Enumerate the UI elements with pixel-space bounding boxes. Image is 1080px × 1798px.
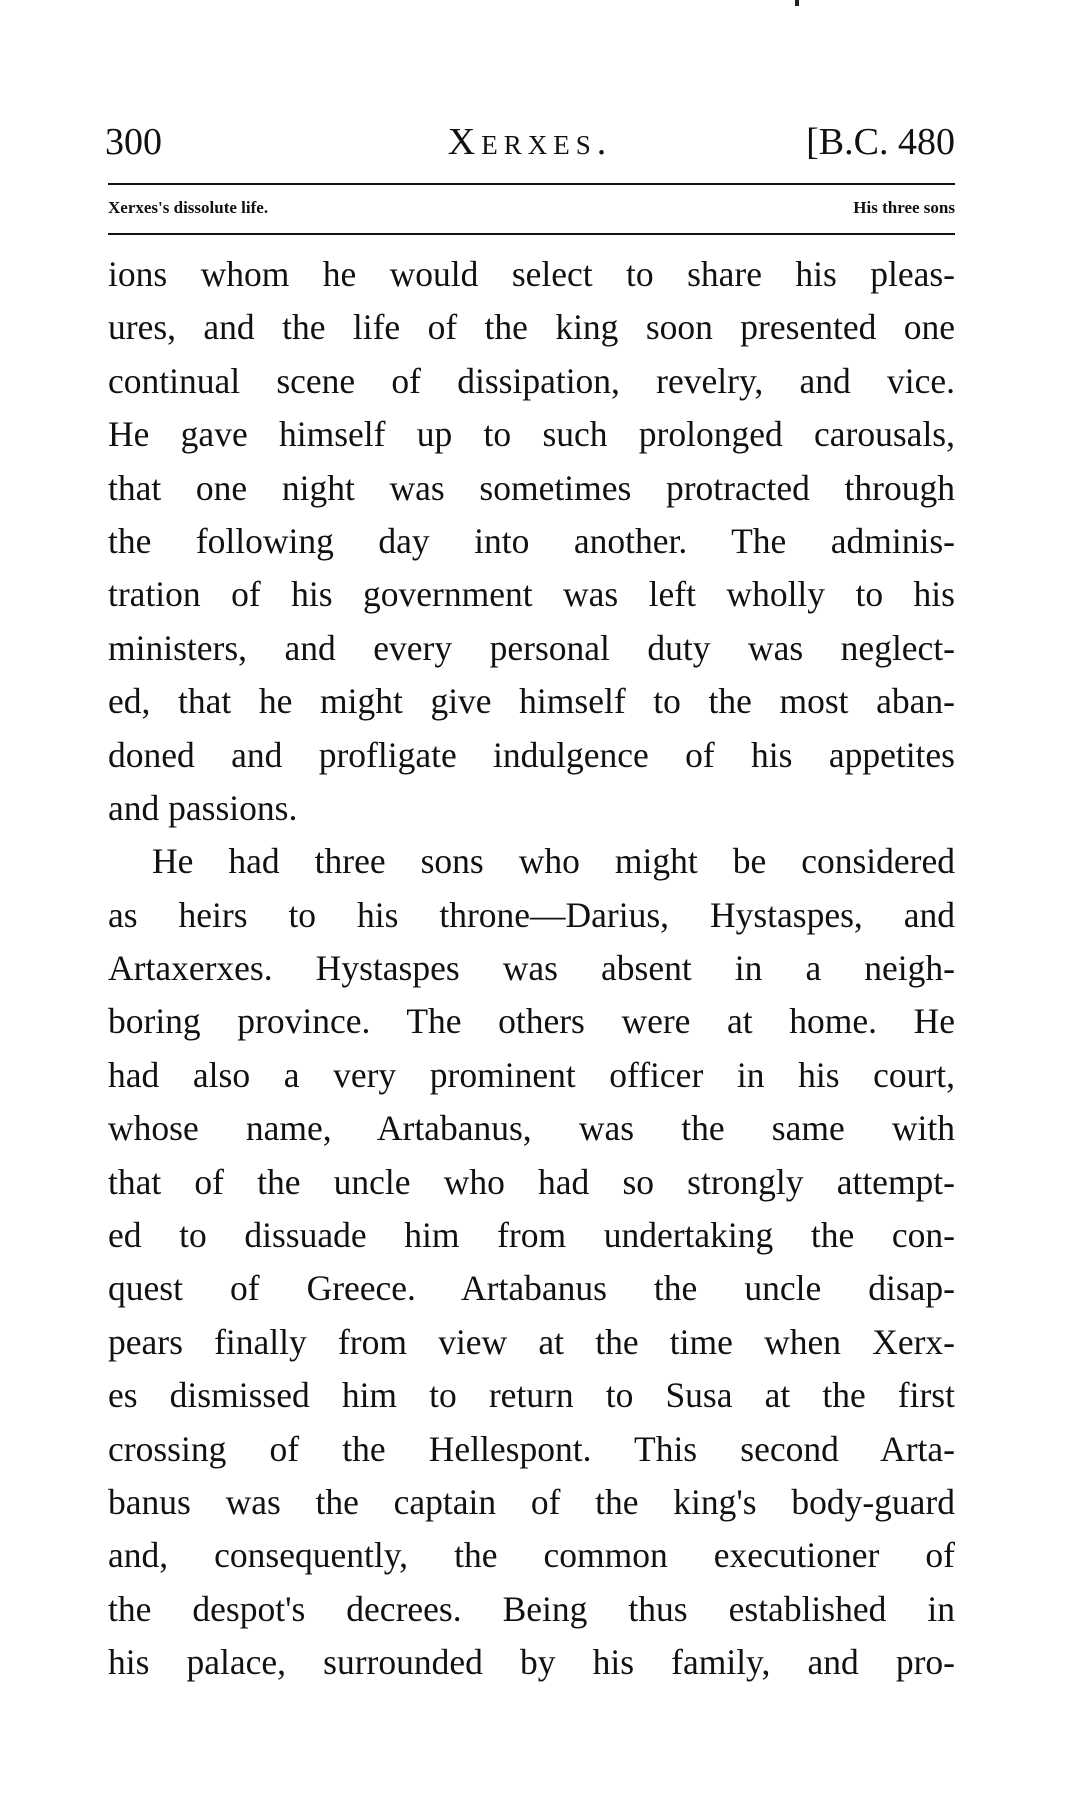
text-line: es dismissed him to return to Susa at the first [108,1375,955,1416]
text-line: tration of his government was left wholly to his [108,574,955,615]
text-line: Artaxerxes. Hystaspes was absent in a neigh- [108,948,955,989]
running-date: [B.C. 480 [806,121,955,163]
text-line: and passions. [108,787,298,828]
text-line: crossing of the Hellespont. This second Arta- [108,1428,955,1469]
sidenote-left: Xerxes's dissolute life. [108,198,269,217]
text-line: continual scene of dissipation, revelry, and vice. [108,360,955,401]
text-line: had also a very prominent officer in his court, [108,1054,955,1095]
text-line: whose name, Artabanus, was the same with [108,1108,955,1149]
text-line: ministers, and every personal duty was neglect- [108,627,955,668]
text-line: the following day into another. The adminis- [108,520,955,561]
text-line: that one night was sometimes protracted through [108,467,955,508]
running-title: Xerxes. [447,121,613,163]
text-line: quest of Greece. Artabanus the uncle disap- [108,1268,955,1309]
text-line: He had three sons who might be considered [152,841,955,882]
text-line: doned and profligate indulgence of his appetites [108,734,955,775]
text-line: ures, and the life of the king soon presented one [108,307,955,348]
text-line: ed to dissuade him from undertaking the con- [108,1215,955,1256]
header-rule-bottom [108,233,955,235]
text-line: ions whom he would select to share his pleas- [108,254,955,294]
ink-speck [795,0,799,6]
paragraph [108,248,955,835]
text-line: and, consequently, the common executioner of [108,1535,955,1576]
body-text [108,248,955,1690]
text-line: boring province. The others were at home. He [108,1001,955,1042]
header-rule-top [108,183,955,185]
text-line: that of the uncle who had so strongly attempt- [108,1161,955,1202]
text-line: pears finally from view at the time when Xerx- [108,1321,955,1362]
text-line: banus was the captain of the king's body-guard [108,1481,955,1522]
text-line: ed, that he might give himself to the most aban- [108,681,955,722]
text-line: He gave himself up to such prolonged carousals, [108,414,955,455]
paragraph [108,835,955,1689]
sidenote-right: His three sons [853,198,955,217]
running-head [105,118,955,166]
text-line: the despot's decrees. Being thus established in [108,1588,955,1629]
text-line: his palace, surrounded by his family, and pro- [108,1642,955,1683]
page-number: 300 [105,121,162,163]
text-line: as heirs to his throne—Darius, Hystaspes, and [108,894,955,935]
